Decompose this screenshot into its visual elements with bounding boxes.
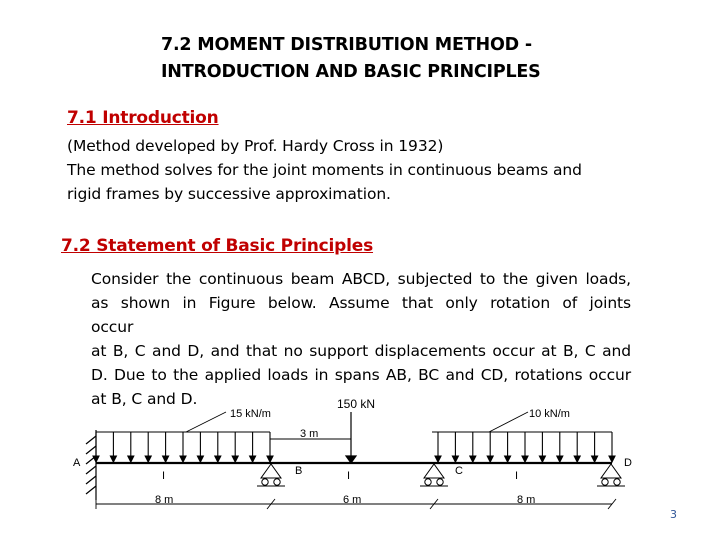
udl-cd — [432, 432, 615, 462]
principles-line: at B, C and D, and that no support displacements occur at B, C and — [91, 342, 631, 360]
udl-arrow-cd-head — [452, 456, 458, 462]
support-label-d: D — [624, 457, 632, 469]
udl-arrow-ab-head — [250, 456, 256, 462]
udl-arrow-cd-head — [435, 456, 441, 462]
span-label-bc: 6 m — [343, 494, 362, 506]
load-label-ab: 15 kN/m — [230, 408, 271, 420]
udl-arrow-ab-head — [163, 456, 169, 462]
point-load-distance-label: 3 m — [300, 428, 319, 440]
udl-arrow-cd-head — [592, 456, 598, 462]
support-label-b: B — [295, 465, 303, 477]
udl-arrow-cd-head — [470, 456, 476, 462]
inertia-label-ab: I — [162, 470, 166, 482]
roller-support-d — [597, 464, 625, 486]
udl-ab — [93, 432, 273, 462]
fixed-support-a — [86, 430, 96, 500]
udl-arrow-cd-head — [505, 456, 511, 462]
leader-line-ab — [186, 412, 226, 432]
principles-line: at B, C and D. — [91, 390, 198, 408]
intro-line: (Method developed by Prof. Hardy Cross in 1932) — [67, 137, 444, 155]
udl-arrow-cd-head — [557, 456, 563, 462]
udl-arrow-ab-head — [180, 456, 186, 462]
udl-arrow-ab-head — [128, 456, 134, 462]
roller-support-c — [420, 464, 448, 486]
udl-arrow-ab-head — [145, 456, 151, 462]
udl-arrow-ab-head — [110, 456, 116, 462]
principles-line: D. Due to the applied loads in spans AB, BC and CD, rotations occur — [91, 366, 631, 384]
udl-arrow-cd-head — [522, 456, 528, 462]
inertia-label-bc: I — [347, 470, 351, 482]
udl-arrow-ab-head — [215, 456, 221, 462]
intro-line: rigid frames by successive approximation. — [67, 185, 391, 203]
slide-title-line-2: INTRODUCTION AND BASIC PRINCIPLES — [161, 62, 541, 82]
udl-arrow-ab-head — [232, 456, 238, 462]
load-label-point: 150 kN — [337, 397, 376, 411]
intro-line: The method solves for the joint moments in continuous beams and — [67, 161, 582, 179]
intro-heading: 7.1 Introduction — [67, 108, 219, 128]
udl-arrow-cd-head — [574, 456, 580, 462]
principles-heading: 7.2 Statement of Basic Principles — [61, 236, 374, 256]
principles-line: Consider the continuous beam ABCD, subjected to the given loads, — [91, 270, 631, 288]
support-label-c: C — [455, 465, 463, 477]
load-label-cd: 10 kN/m — [529, 408, 570, 420]
slide-title-line-1: 7.2 MOMENT DISTRIBUTION METHOD - — [161, 35, 532, 55]
leader-line-cd — [489, 412, 528, 432]
udl-arrow-cd-head — [487, 456, 493, 462]
udl-arrow-ab-head — [93, 456, 99, 462]
principles-line: occur — [91, 318, 134, 336]
roller-support-b — [257, 464, 285, 486]
udl-arrow-ab-head — [267, 456, 273, 462]
page-number: 3 — [670, 508, 677, 521]
span-label-cd: 8 m — [517, 494, 536, 506]
principles-line: as shown in Figure below. Assume that only rotation of joints — [91, 294, 631, 312]
point-load-arrow — [346, 412, 356, 463]
udl-arrow-ab-head — [197, 456, 203, 462]
inertia-label-cd: I — [515, 470, 519, 482]
support-label-a: A — [73, 457, 81, 469]
udl-arrow-cd-head — [609, 456, 615, 462]
udl-arrow-cd-head — [539, 456, 545, 462]
span-label-ab: 8 m — [155, 494, 174, 506]
